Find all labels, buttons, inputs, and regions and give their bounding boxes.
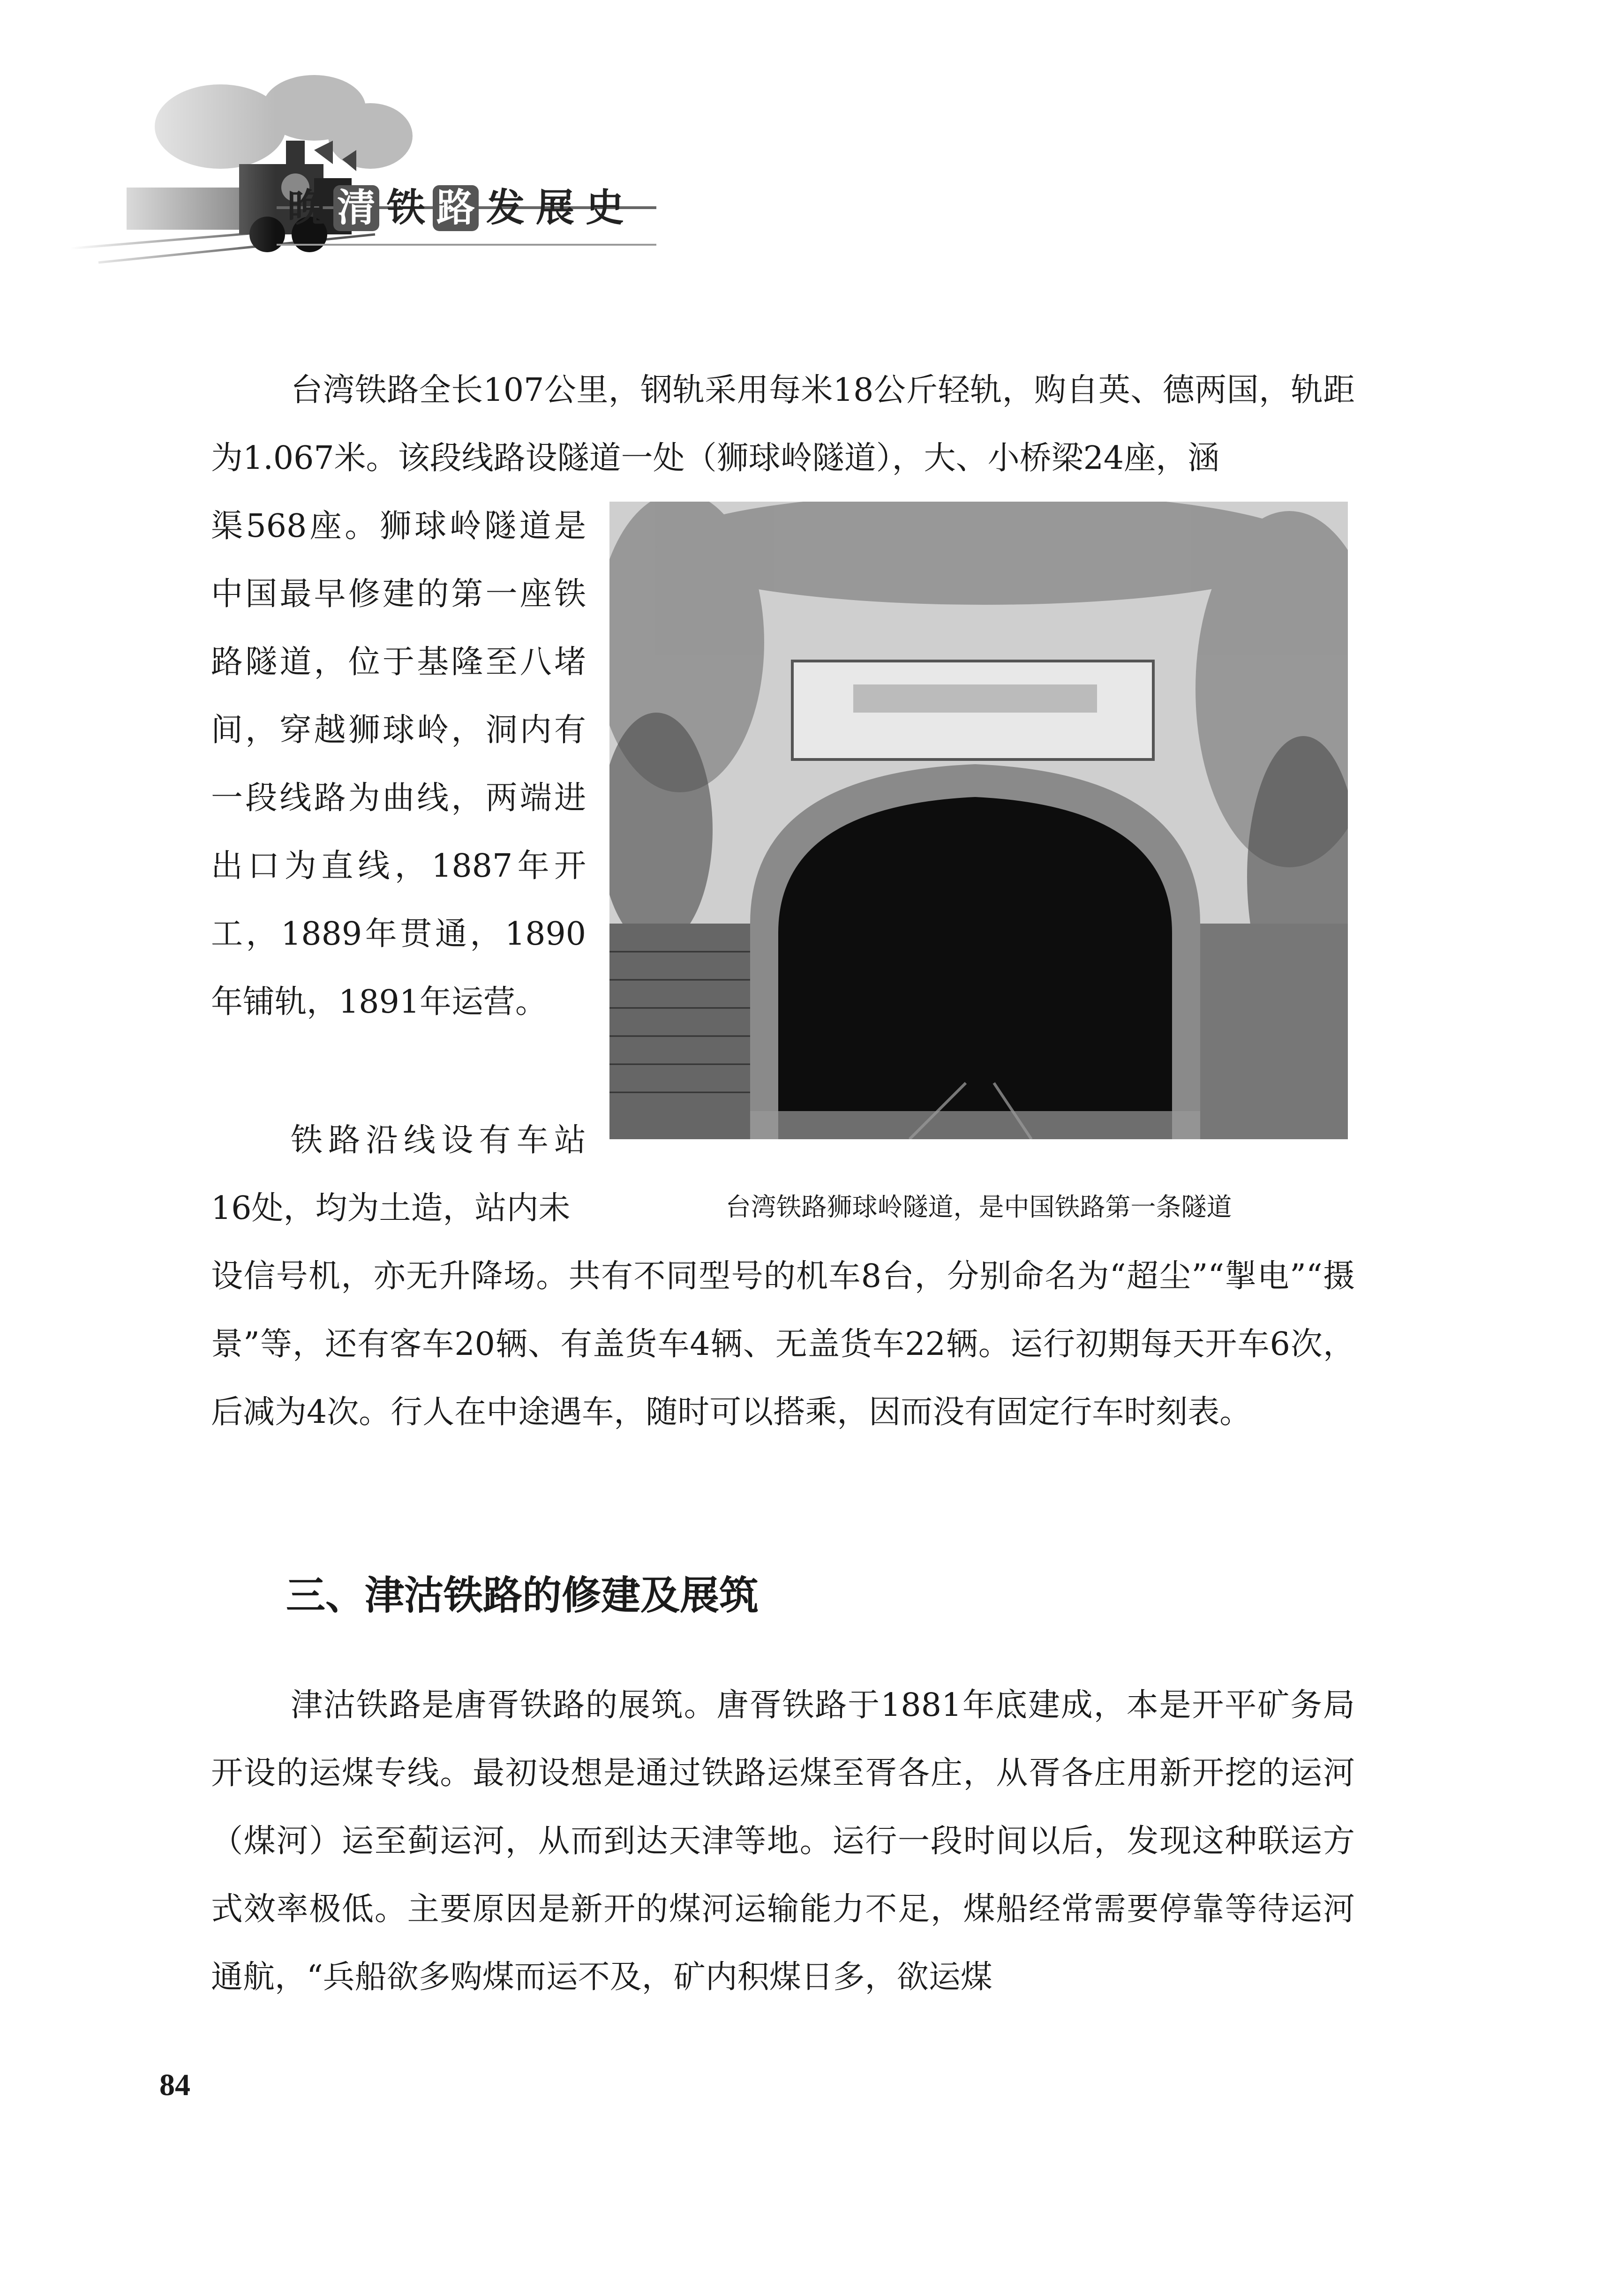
header-train-illustration — [70, 70, 656, 267]
tunnel-photo — [609, 502, 1348, 1139]
title-char: 史 — [585, 186, 624, 230]
paragraph-intro: 台湾铁路全长107公里，钢轨采用每米18公斤轻轨，购自英、德两国，轨距为1.067米。该段线路设隧道一处（狮球岭隧道），大、小桥梁24座，涵 — [211, 372, 1355, 477]
page-number: 84 — [159, 2068, 190, 2102]
paragraph-jingu-railway: 津沽铁路是唐胥铁路的展筑。唐胥铁路于1881年底建成，本是开平矿务局开设的运煤专线。最初设想是通过铁路运煤至胥各庄，从胥各庄用新开挖的运河（煤河）运至蓟运河，从而到达天津等地。运行一段时间以后，发现这种联运方式效率极低。主要原因是新开的煤河运输能力不足，煤船经常需要停靠等待运河通航，“兵船欲多购煤而运不及，矿内积煤日多，欲运煤 — [211, 1687, 1355, 1996]
paragraph-intro-continued: 渠568座。狮球岭隧道是中国最早修建的第一座铁路隧道，位于基隆至八堵间，穿越狮球岭，洞内有一段线路为曲线，两端进出口为直线，1887年开工，1889年贯通，1890年铺轨，1891年运营。 — [211, 508, 586, 1021]
title-char: 发 — [486, 186, 525, 230]
book-title — [284, 185, 628, 231]
title-char: 展 — [535, 186, 574, 230]
title-char: 路 — [433, 185, 479, 231]
section-heading: 三、津沽铁路的修建及展筑 — [286, 1572, 759, 1618]
title-char: 铁 — [386, 186, 425, 230]
paragraph-stations: 铁路沿线设有车站16处，均为土造，站内未 — [211, 1122, 586, 1227]
photo-caption: 台湾铁路狮球岭隧道，是中国铁路第一条隧道 — [725, 1192, 1232, 1222]
title-char: 晚 — [287, 186, 326, 230]
paragraph-stations-continued: 设信号机，亦无升降场。共有不同型号的机车8台，分别命名为“超尘”“掣电”“摄景”等，还有客车20辆、有盖货车4辆、无盖货车22辆。运行初期每天开车6次，后减为4次。行人在中途遇车，随时可以搭乘，因而没有固定行车时刻表。 — [211, 1258, 1355, 1431]
title-char: 清 — [333, 185, 379, 231]
